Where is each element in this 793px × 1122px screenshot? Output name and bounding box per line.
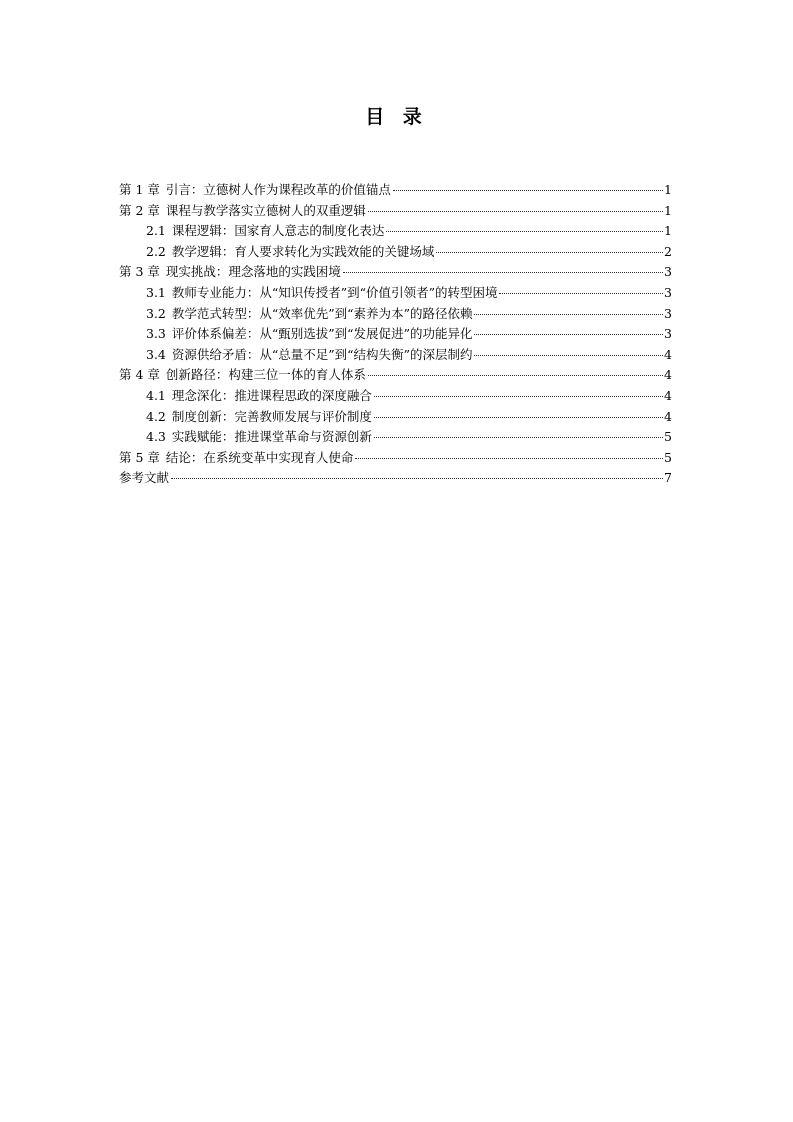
toc-dot-leader xyxy=(386,231,663,232)
toc-entry[interactable] xyxy=(119,262,672,283)
toc-entry[interactable] xyxy=(119,427,672,448)
toc-entry-number: 3.1 xyxy=(146,284,166,300)
toc-entry-number: 第 5 章 xyxy=(119,449,160,465)
toc-entry-number: 4.1 xyxy=(146,387,166,403)
toc-entry-title: 教学范式转型：从“效率优先”到“素养为本”的路径依赖 xyxy=(171,305,473,321)
toc-entry-title: 现实挑战：理念落地的实践困境 xyxy=(165,264,341,280)
toc-dot-leader xyxy=(343,272,663,273)
toc-entry-page-number: 4 xyxy=(664,408,672,424)
toc-dot-leader xyxy=(368,375,663,376)
toc-entry-number: 2.2 xyxy=(146,243,166,259)
toc-entry[interactable] xyxy=(119,201,672,222)
toc-dot-leader xyxy=(368,211,663,212)
toc-entry-title: 课程与教学落实立德树人的双重逻辑 xyxy=(165,202,366,218)
toc-dot-leader xyxy=(474,314,663,315)
toc-entry-title: 引言：立德树人作为课程改革的价值锚点 xyxy=(165,182,391,197)
toc-entry-page-number: 3 xyxy=(664,264,672,280)
toc-entry[interactable] xyxy=(119,304,672,325)
toc-entry-page-number: 1 xyxy=(664,223,672,239)
toc-dot-leader xyxy=(374,437,663,438)
toc-entry-page-number: 2 xyxy=(664,243,672,259)
toc-dot-leader xyxy=(374,396,663,397)
toc-entry[interactable] xyxy=(119,365,672,386)
toc-entry-title: 教师专业能力：从“知识传授者”到“价值引领者”的转型困境 xyxy=(171,284,498,300)
toc-entry-title: 实践赋能：推进课堂革命与资源创新 xyxy=(171,429,372,445)
toc-dot-leader xyxy=(355,458,663,459)
toc-entry[interactable] xyxy=(119,180,672,201)
toc-entry-number: 4.3 xyxy=(146,429,166,445)
toc-entry[interactable] xyxy=(119,345,672,366)
toc-entry[interactable] xyxy=(119,283,672,304)
toc-entry-title: 评价体系偏差：从“甄别选拔”到“发展促进”的功能异化 xyxy=(171,326,473,342)
toc-dot-leader xyxy=(393,190,663,191)
toc-entry[interactable] xyxy=(119,242,672,263)
toc-entry-page-number: 1 xyxy=(664,182,672,197)
toc-entry-page-number: 3 xyxy=(664,305,672,321)
toc-entry[interactable] xyxy=(119,324,672,345)
toc-entry-number: 第 1 章 xyxy=(119,182,160,197)
toc-entry-title: 创新路径：构建三位一体的育人体系 xyxy=(165,367,366,383)
toc-entry[interactable] xyxy=(119,448,672,469)
toc-title: 目 录 xyxy=(365,106,428,128)
toc-entry-page-number: 4 xyxy=(664,367,672,383)
toc-entry-number: 3.2 xyxy=(146,305,166,321)
toc-entry-number: 第 4 章 xyxy=(119,367,160,383)
toc-entry-title: 课程逻辑：国家育人意志的制度化表达 xyxy=(171,223,385,239)
toc-entry[interactable] xyxy=(119,468,672,489)
toc-entry-page-number: 3 xyxy=(664,326,672,342)
toc-entry[interactable] xyxy=(119,386,672,407)
toc-entry-page-number: 5 xyxy=(664,449,672,465)
toc-entry-page-number: 4 xyxy=(664,346,672,362)
toc-entry-title: 教学逻辑：育人要求转化为实践效能的关键场域 xyxy=(171,243,435,259)
toc-entry[interactable] xyxy=(119,221,672,242)
toc-entry-number: 第 2 章 xyxy=(119,202,160,218)
toc-list xyxy=(119,180,672,489)
toc-dot-leader xyxy=(374,417,663,418)
toc-entry[interactable] xyxy=(119,407,672,428)
toc-dot-leader xyxy=(474,334,663,335)
toc-entry-page-number: 5 xyxy=(664,429,672,445)
toc-entry-number: 4.2 xyxy=(146,408,166,424)
toc-entry-title: 制度创新：完善教师发展与评价制度 xyxy=(171,408,372,424)
toc-entry-page-number: 7 xyxy=(664,470,672,486)
toc-entry-number: 3.3 xyxy=(146,326,166,342)
toc-entry-title: 参考文献 xyxy=(119,470,170,486)
toc-entry-title: 资源供给矛盾：从“总量不足”到“结构失衡”的深层制约 xyxy=(171,346,473,362)
toc-entry-page-number: 1 xyxy=(664,202,672,218)
toc-entry-page-number: 3 xyxy=(664,284,672,300)
toc-entry-number: 3.4 xyxy=(146,346,166,362)
toc-entry-page-number: 4 xyxy=(664,387,672,403)
toc-dot-leader xyxy=(474,355,663,356)
toc-dot-leader xyxy=(436,252,663,253)
toc-entry-title: 理念深化：推进课程思政的深度融合 xyxy=(171,387,372,403)
toc-dot-leader xyxy=(171,478,663,479)
toc-entry-number: 2.1 xyxy=(146,223,166,239)
toc-entry-number: 第 3 章 xyxy=(119,264,160,280)
toc-dot-leader xyxy=(499,293,663,294)
toc-entry-title: 结论：在系统变革中实现育人使命 xyxy=(165,449,354,465)
